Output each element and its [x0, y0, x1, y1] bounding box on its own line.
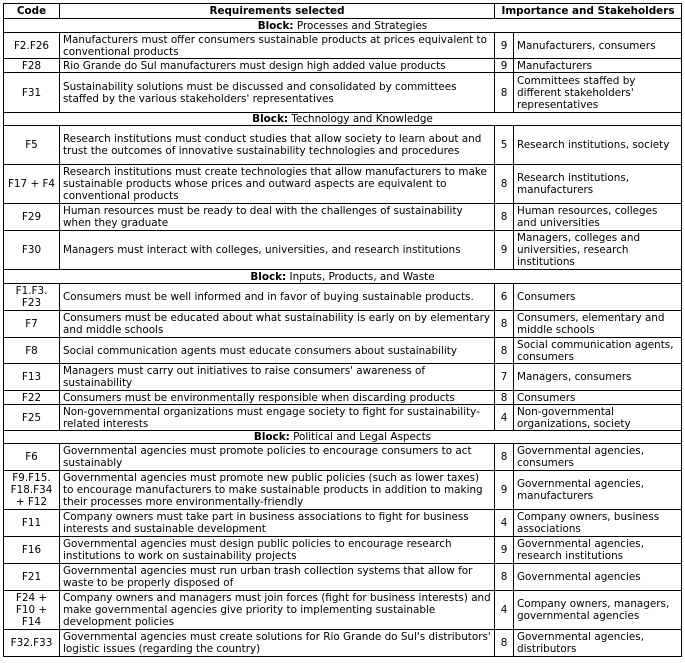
stakeholders: Managers, colleges and universities, research institutions — [514, 231, 682, 270]
importance-value: 8 — [495, 564, 514, 591]
table-row — [4, 126, 682, 165]
table-row — [4, 73, 682, 113]
stakeholders: Human resources, colleges and universities — [514, 204, 682, 231]
requirement-code: F5 — [4, 126, 60, 165]
block-row — [4, 270, 682, 284]
requirement-text: Governmental agencies must promote policies to encourage consumers to act sustainably — [60, 444, 495, 471]
requirement-text: Consumers must be well informed and in favor of buying sustainable products. — [60, 284, 495, 311]
table-body — [4, 19, 682, 657]
requirement-text: Governmental agencies must run urban trash collection systems that allow for waste to be properly disposed of — [60, 564, 495, 591]
requirement-code: F25 — [4, 405, 60, 431]
requirement-code: F8 — [4, 338, 60, 364]
requirement-text: Non-governmental organizations must engage society to fight for sustainability-related interests — [60, 405, 495, 431]
stakeholders: Company owners, managers, governmental agencies — [514, 591, 682, 630]
stakeholders: Research institutions, manufacturers — [514, 165, 682, 204]
requirement-code: F31 — [4, 73, 60, 113]
stakeholders: Managers, consumers — [514, 364, 682, 391]
requirement-code: F11 — [4, 510, 60, 537]
table-row — [4, 510, 682, 537]
block-label: Block: — [257, 19, 294, 32]
requirement-text: Managers must interact with colleges, universities, and research institutions — [60, 231, 495, 270]
stakeholders: Company owners, business associations — [514, 510, 682, 537]
stakeholders: Governmental agencies, manufacturers — [514, 471, 682, 510]
block-heading — [4, 431, 682, 444]
requirement-text: Research institutions must conduct studies that allow society to learn about and trust the outcomes of innovative sustainability technologies and procedures — [60, 126, 495, 165]
requirement-code: F7 — [4, 311, 60, 338]
importance-value: 9 — [495, 59, 514, 73]
table-row — [4, 59, 682, 73]
importance-value: 7 — [495, 364, 514, 391]
stakeholders: Non-governmental organizations, society — [514, 405, 682, 431]
block-label: Block: — [253, 431, 290, 443]
table-row — [4, 537, 682, 564]
requirement-code: F6 — [4, 444, 60, 471]
requirement-code: F1.F3. F23 — [4, 284, 60, 311]
block-row — [4, 431, 682, 444]
table-row — [4, 33, 682, 59]
importance-value: 8 — [495, 165, 514, 204]
importance-value: 8 — [495, 444, 514, 471]
importance-value: 4 — [495, 591, 514, 630]
table-row — [4, 364, 682, 391]
stakeholders: Consumers — [514, 284, 682, 311]
table-row — [4, 391, 682, 405]
requirement-code: F16 — [4, 537, 60, 564]
table-row — [4, 564, 682, 591]
block-heading — [4, 270, 682, 284]
stakeholders: Social communication agents, consumers — [514, 338, 682, 364]
block-row — [4, 113, 682, 126]
requirement-text: Human resources must be ready to deal with the challenges of sustainability when they graduate — [60, 204, 495, 231]
stakeholders: Governmental agencies, consumers — [514, 444, 682, 471]
importance-value: 4 — [495, 510, 514, 537]
importance-value: 8 — [495, 391, 514, 405]
block-row — [4, 19, 682, 33]
block-heading — [4, 113, 682, 126]
requirement-text: Sustainability solutions must be discussed and consolidated by committees staffed by the various stakeholders' representatives — [60, 73, 495, 113]
importance-value: 9 — [495, 33, 514, 59]
header-importance-stakeholders: Importance and Stakeholders — [495, 4, 682, 19]
requirement-text: Consumers must be educated about what sustainability is early on by elementary and middle schools — [60, 311, 495, 338]
requirement-text: Governmental agencies must design public policies to encourage research institutions to work on sustainability projects — [60, 537, 495, 564]
stakeholders: Manufacturers — [514, 59, 682, 73]
requirement-text: Manufacturers must offer consumers sustainable products at prices equivalent to conventional products — [60, 33, 495, 59]
table-row — [4, 444, 682, 471]
requirement-code: F21 — [4, 564, 60, 591]
importance-value: 4 — [495, 405, 514, 431]
stakeholders: Research institutions, society — [514, 126, 682, 165]
requirement-text: Social communication agents must educate consumers about sustainability — [60, 338, 495, 364]
table-row — [4, 231, 682, 270]
block-label: Block: — [250, 270, 287, 283]
requirement-code: F29 — [4, 204, 60, 231]
requirement-text: Company owners and managers must join forces (fight for business interests) and make governmental agencies give priority to implementing sustainable development policies — [60, 591, 495, 630]
requirement-text: Managers must carry out initiatives to raise consumers' awareness of sustainability — [60, 364, 495, 391]
requirement-code: F24 + F10 + F14 — [4, 591, 60, 630]
table-row — [4, 311, 682, 338]
importance-value: 9 — [495, 471, 514, 510]
table-row — [4, 591, 682, 630]
importance-value: 9 — [495, 231, 514, 270]
block-heading — [4, 19, 682, 33]
stakeholders: Consumers — [514, 391, 682, 405]
importance-value: 8 — [495, 204, 514, 231]
table-row — [4, 204, 682, 231]
importance-value: 8 — [495, 630, 514, 657]
header-requirements: Requirements selected — [60, 4, 495, 19]
table-row — [4, 405, 682, 431]
requirement-text: Rio Grande do Sul manufacturers must design high added value products — [60, 59, 495, 73]
header-code: Code — [4, 4, 60, 19]
requirement-text: Governmental agencies must promote new public policies (such as lower taxes) to encourage manufacturers to make sustainable products in addition to making their processes more environmentally-friendly — [60, 471, 495, 510]
requirement-code: F30 — [4, 231, 60, 270]
block-label: Block: — [252, 113, 289, 125]
table-row — [4, 630, 682, 657]
stakeholders: Governmental agencies, research institutions — [514, 537, 682, 564]
requirements-table — [3, 3, 682, 657]
importance-value: 8 — [495, 338, 514, 364]
table-row — [4, 338, 682, 364]
importance-value: 9 — [495, 537, 514, 564]
table-row — [4, 471, 682, 510]
requirement-text: Research institutions must create technologies that allow manufacturers to make sustainable products whose prices and outward aspects are equivalent to conventional products — [60, 165, 495, 204]
table-row — [4, 165, 682, 204]
stakeholders: Governmental agencies, distributors — [514, 630, 682, 657]
header-row — [4, 4, 682, 19]
requirement-code: F9.F15. F18.F34 + F12 — [4, 471, 60, 510]
requirement-code: F32.F33 — [4, 630, 60, 657]
stakeholders: Consumers, elementary and middle schools — [514, 311, 682, 338]
requirement-text: Consumers must be environmentally responsible when discarding products — [60, 391, 495, 405]
importance-value: 6 — [495, 284, 514, 311]
requirement-text: Governmental agencies must create solutions for Rio Grande do Sul's distributors' logistic issues (regarding the country) — [60, 630, 495, 657]
importance-value: 8 — [495, 73, 514, 113]
block-title: Technology and Knowledge — [291, 113, 433, 125]
stakeholders: Governmental agencies — [514, 564, 682, 591]
block-title: Political and Legal Aspects — [293, 431, 432, 443]
stakeholders: Committees staffed by different stakeholders' representatives — [514, 73, 682, 113]
table-row — [4, 284, 682, 311]
importance-value: 8 — [495, 311, 514, 338]
importance-value: 5 — [495, 126, 514, 165]
requirement-text: Company owners must take part in business associations to fight for business interests and sustainable development — [60, 510, 495, 537]
requirement-code: F22 — [4, 391, 60, 405]
requirement-code: F17 + F4 — [4, 165, 60, 204]
requirement-code: F2.F26 — [4, 33, 60, 59]
block-title: Inputs, Products, and Waste — [289, 270, 435, 283]
block-title: Processes and Strategies — [296, 19, 428, 32]
stakeholders: Manufacturers, consumers — [514, 33, 682, 59]
requirement-code: F13 — [4, 364, 60, 391]
requirement-code: F28 — [4, 59, 60, 73]
